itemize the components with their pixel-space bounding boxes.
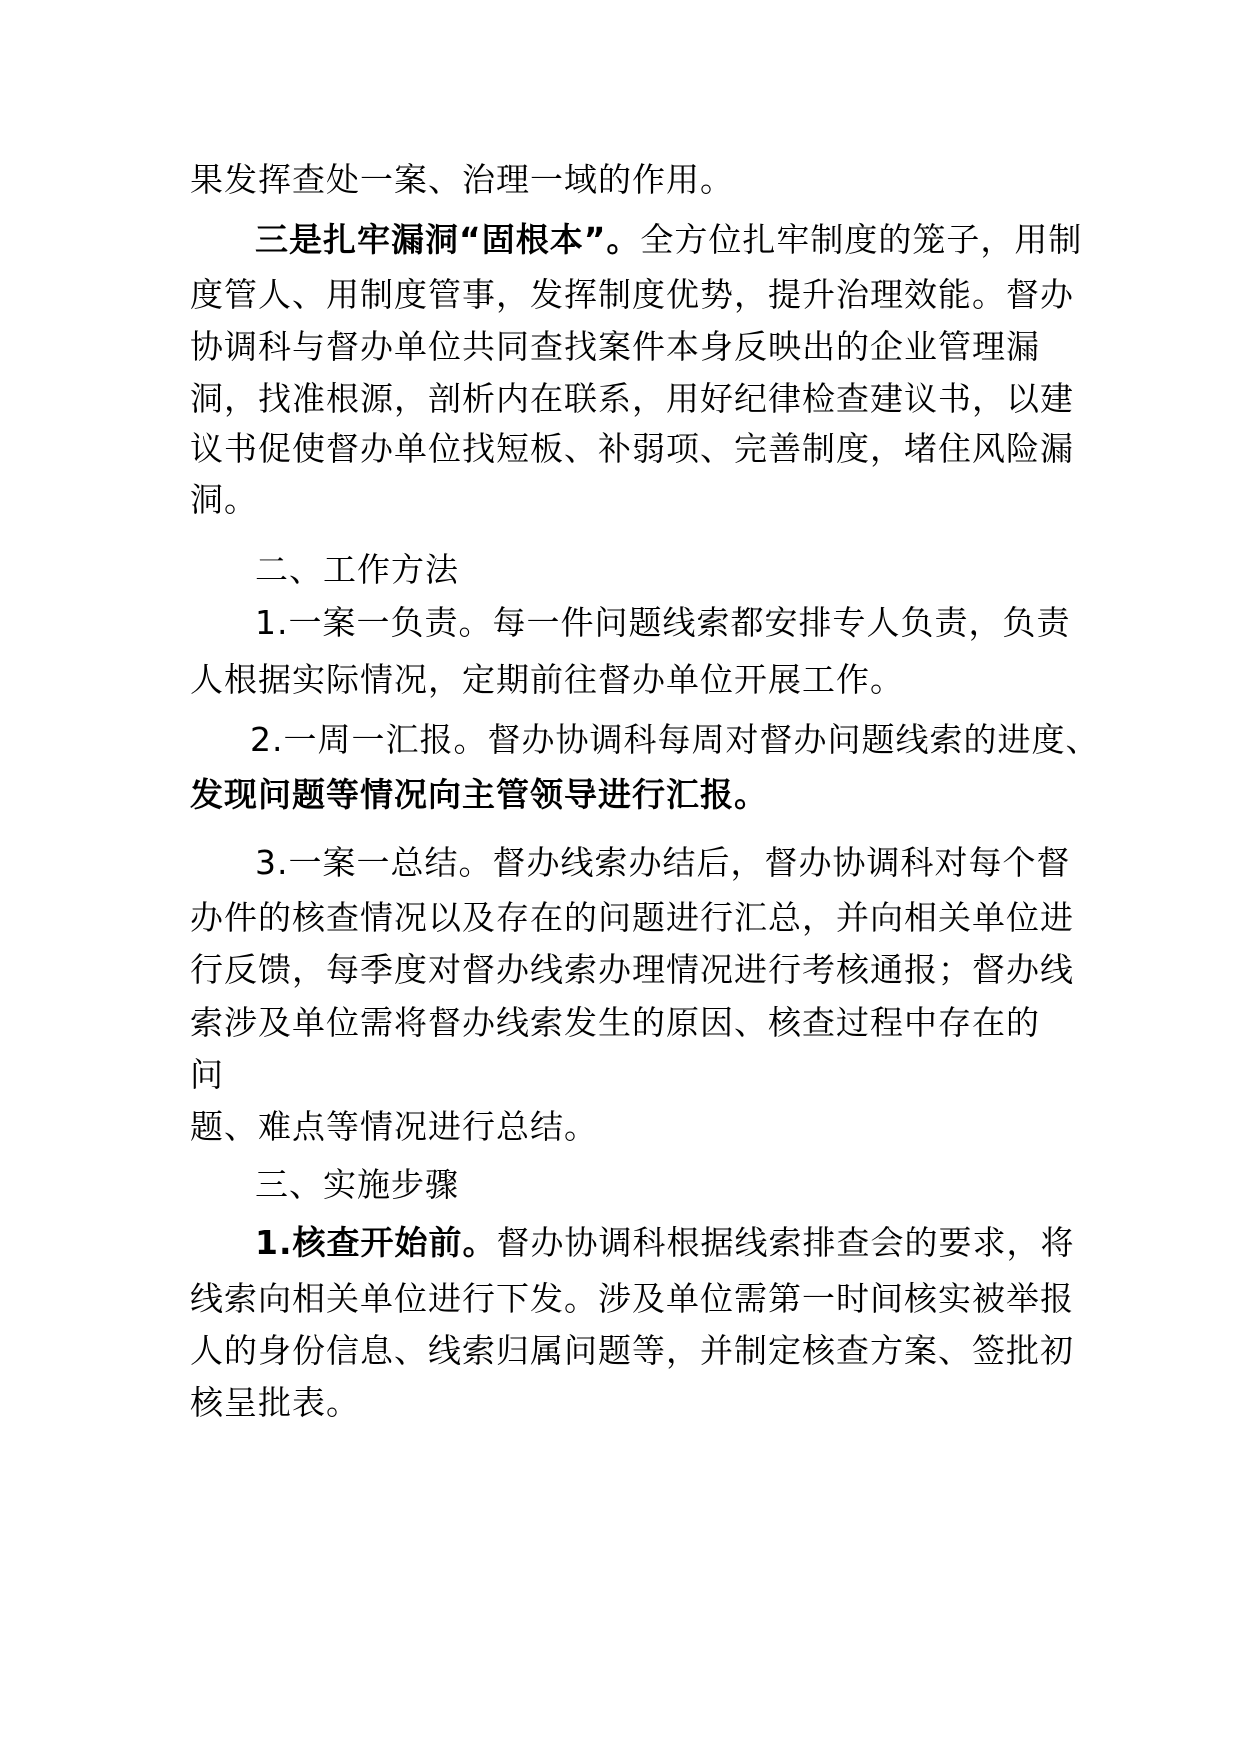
paragraph-line: 行反馈，每季度对督办线索办理情况进行考核通报；督办线 xyxy=(190,950,1074,989)
paragraph-line: 洞，找准根源，剖析内在联系，用好纪律检查建议书，以建 xyxy=(190,379,1074,418)
paragraph-line: 协调科与督办单位共同查找案件本身反映出的企业管理漏 xyxy=(190,327,1040,366)
paragraph-line xyxy=(255,1218,1075,1268)
paragraph-line xyxy=(255,215,1082,265)
paragraph-line: 人根据实际情况，定期前往督办单位开展工作。 xyxy=(190,660,904,699)
paragraph-text: 全方位扎牢制度的笼子，用制 xyxy=(640,220,1083,259)
paragraph-line: 线索向相关单位进行下发。涉及单位需第一时间核实被举报 xyxy=(190,1279,1074,1318)
section-heading: 二、工作方法 xyxy=(255,550,459,589)
paragraph-line: 办件的核查情况以及存在的问题进行汇总，并向相关单位进 xyxy=(190,898,1074,937)
paragraph-line: 索涉及单位需将督办线索发生的原因、核查过程中存在的 xyxy=(190,1003,1040,1042)
list-item-line: 1.一案一负责。每一件问题线索都安排专人负责，负责 xyxy=(255,603,1071,642)
paragraph-text: 督办协调科根据线索排查会的要求，将 xyxy=(496,1223,1075,1262)
paragraph-line: 议书促使督办单位找短板、补弱项、完善制度，堵住风险漏 xyxy=(190,429,1074,468)
paragraph-line: 度管人、用制度管事，发挥制度优势，提升治理效能。督办 xyxy=(190,275,1074,314)
paragraph-line: 问 xyxy=(190,1055,224,1094)
section-heading-bold: 三是扎牢漏洞“固根本”。 xyxy=(255,220,641,259)
paragraph-line: 人的身份信息、线索归属问题等，并制定核查方案、签批初 xyxy=(190,1331,1074,1370)
section-heading: 三、实施步骤 xyxy=(255,1165,459,1204)
paragraph-line: 果发挥查处一案、治理一域的作用。 xyxy=(190,160,734,199)
step-heading-bold: 1.核查开始前。 xyxy=(255,1223,497,1262)
paragraph-line: 核呈批表。 xyxy=(190,1383,360,1422)
paragraph-line: 洞。 xyxy=(190,480,258,519)
list-item-line: 3.一案一总结。督办线索办结后，督办协调科对每个督 xyxy=(255,843,1071,882)
paragraph-line: 题、难点等情况进行总结。 xyxy=(190,1107,598,1146)
list-item-line: 2.一周一汇报。督办协调科每周对督办问题线索的进度、 xyxy=(250,720,1100,759)
paragraph-line-bold: 发现问题等情况向主管领导进行汇报。 xyxy=(190,775,768,814)
